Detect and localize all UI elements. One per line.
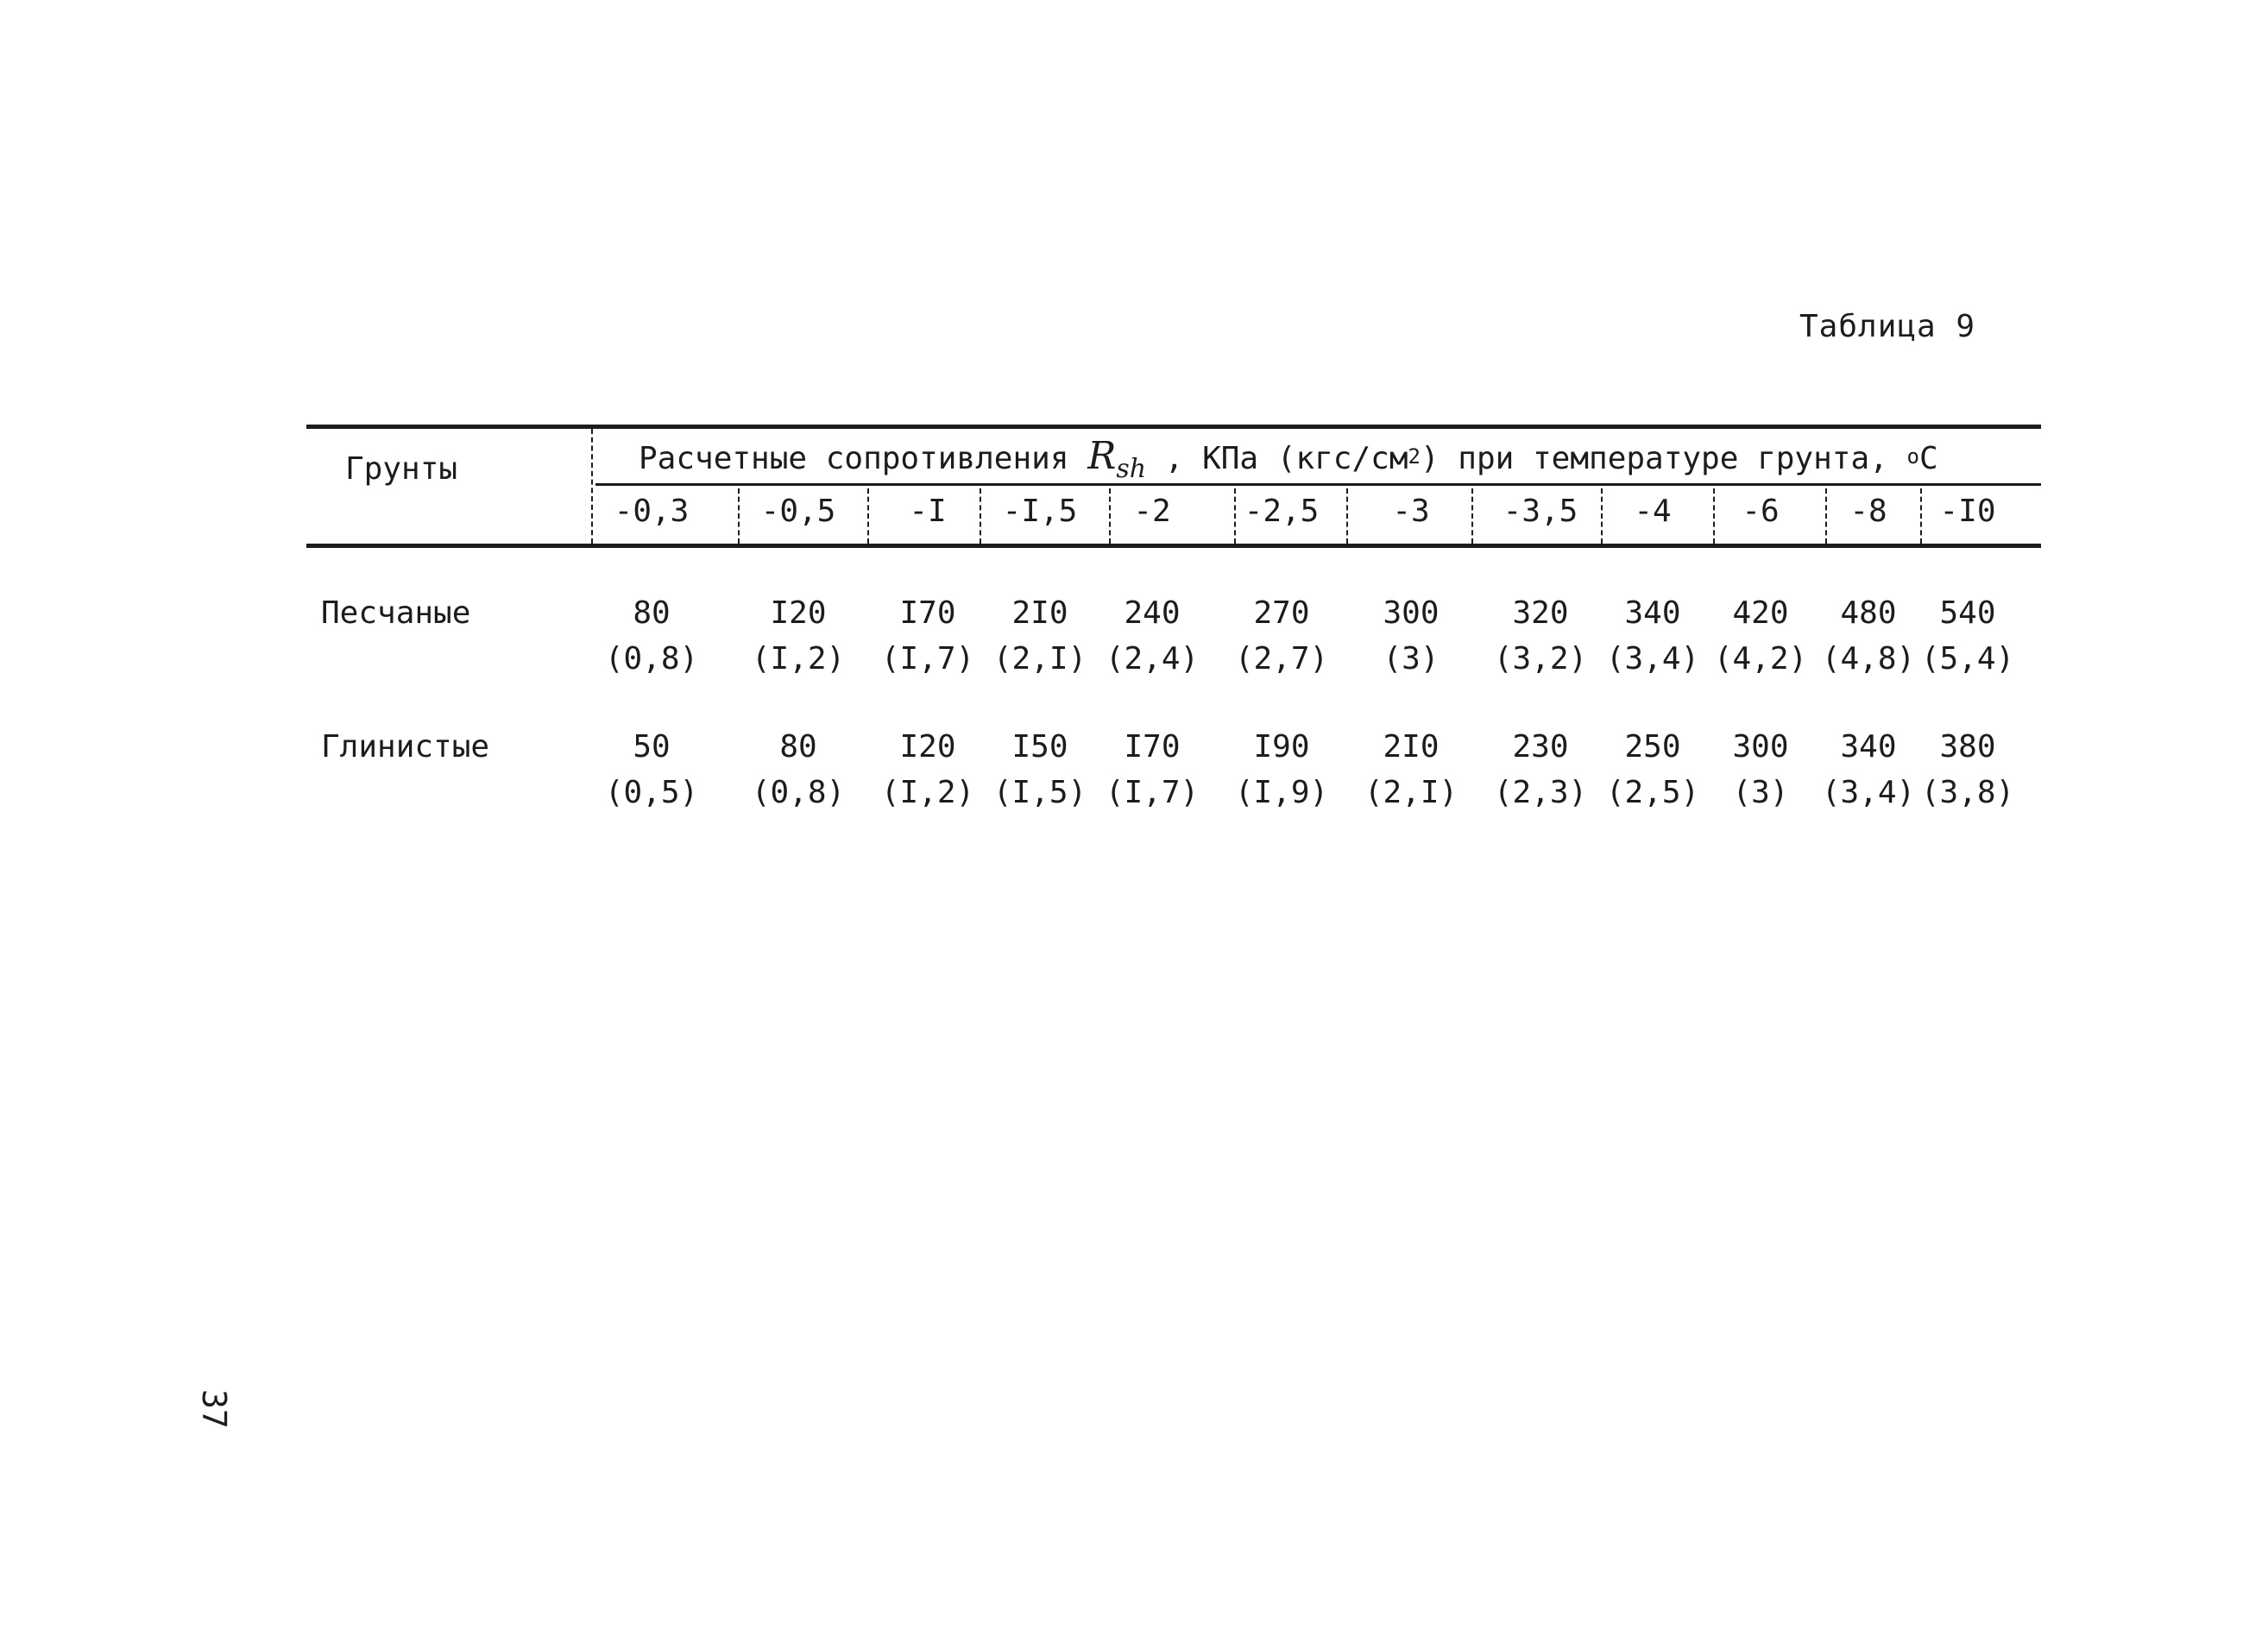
- resistance-kgf-cell: (I,9): [1234, 775, 1329, 810]
- resistance-kpa-cell: 250: [1624, 729, 1681, 765]
- column-separator: [980, 488, 981, 544]
- resistance-kpa-cell: I20: [899, 729, 956, 765]
- temperature-header: -8: [1849, 494, 1887, 529]
- temperature-header: -3,5: [1503, 494, 1578, 529]
- resistance-kgf-cell: (3,4): [1605, 641, 1700, 677]
- temperature-header: -3: [1392, 494, 1430, 529]
- resistance-kgf-cell: (0,8): [604, 641, 699, 677]
- resistance-kpa-cell: 340: [1840, 729, 1897, 765]
- resistance-header-prefix: Расчетные сопротивления: [639, 441, 1069, 476]
- units-part-b: ) при температуре грунта,: [1420, 441, 1888, 476]
- resistance-kgf-cell: (5,4): [1920, 641, 2015, 677]
- resistance-kgf-cell: (2,7): [1234, 641, 1329, 677]
- column-separator: [867, 488, 869, 544]
- units-superscript: 2: [1408, 444, 1421, 469]
- resistance-kgf-cell: (3,8): [1920, 775, 2015, 810]
- temperature-header: -I: [909, 494, 947, 529]
- temperature-header: -0,3: [614, 494, 690, 529]
- resistance-kpa-cell: 2I0: [1383, 729, 1440, 765]
- resistance-kgf-cell: (2,4): [1105, 641, 1200, 677]
- column-separator: [738, 488, 740, 544]
- temperature-header: -2,5: [1244, 494, 1320, 529]
- units-part-a: , КПа (кгс/см: [1164, 441, 1408, 476]
- resistance-kgf-cell: (3): [1732, 775, 1789, 810]
- resistance-kpa-cell: 50: [633, 729, 671, 765]
- resistance-kpa-cell: 540: [1939, 595, 1996, 631]
- r-subscript: sh: [1116, 454, 1147, 484]
- resistance-kpa-cell: 300: [1732, 729, 1789, 765]
- resistance-kpa-cell: I50: [1011, 729, 1068, 765]
- degree-symbol: o: [1906, 444, 1919, 469]
- temperature-header: -I0: [1939, 494, 1996, 529]
- r-symbol: R: [1087, 434, 1117, 478]
- resistance-kpa-cell: 80: [633, 595, 671, 631]
- resistance-kgf-cell: (3,4): [1821, 775, 1916, 810]
- resistance-kgf-cell: (I,2): [751, 641, 846, 677]
- resistance-kpa-cell: 340: [1624, 595, 1681, 631]
- resistance-kpa-cell: I20: [770, 595, 827, 631]
- table-caption: Таблица 9: [1799, 309, 1976, 344]
- resistance-kgf-cell: (3): [1383, 641, 1440, 677]
- resistance-kgf-cell: (0,8): [751, 775, 846, 810]
- resistance-kgf-cell: (2,I): [1364, 775, 1458, 810]
- temperature-header: -I,5: [1002, 494, 1078, 529]
- resistance-kpa-cell: 300: [1383, 595, 1440, 631]
- resistance-kgf-cell: (2,I): [992, 641, 1087, 677]
- table-header-bottom-rule: [306, 544, 2041, 548]
- resistance-kpa-cell: 380: [1939, 729, 1996, 765]
- resistance-kgf-cell: (2,5): [1605, 775, 1700, 810]
- resistance-kpa-cell: I70: [899, 595, 956, 631]
- resistance-kgf-cell: (4,8): [1821, 641, 1916, 677]
- resistance-kpa-cell: I70: [1124, 729, 1181, 765]
- resistance-kgf-cell: (0,5): [604, 775, 699, 810]
- column-separator: [1471, 488, 1473, 544]
- temperature-header: -0,5: [760, 494, 836, 529]
- resistance-kpa-cell: 480: [1840, 595, 1897, 631]
- column-separator: [591, 429, 593, 544]
- resistance-kgf-cell: (2,3): [1493, 775, 1588, 810]
- resistance-kpa-cell: 240: [1124, 595, 1181, 631]
- temperature-header: -4: [1634, 494, 1672, 529]
- resistance-kpa-cell: 420: [1732, 595, 1789, 631]
- column-separator: [1346, 488, 1348, 544]
- celsius-symbol: C: [1918, 441, 1938, 476]
- temperature-header: -2: [1133, 494, 1171, 529]
- page-number: 37: [195, 1389, 233, 1429]
- resistance-kpa-cell: 2I0: [1011, 595, 1068, 631]
- resistance-kpa-cell: I90: [1253, 729, 1310, 765]
- soil-column-header: Грунты: [345, 451, 458, 487]
- resistance-kgf-cell: (3,2): [1493, 641, 1588, 677]
- table-top-rule: [306, 425, 2041, 429]
- resistance-kgf-cell: (I,7): [880, 641, 975, 677]
- resistance-kpa-cell: 320: [1512, 595, 1569, 631]
- resistance-kgf-cell: (I,7): [1105, 775, 1200, 810]
- table-header-divider: [595, 483, 2041, 486]
- resistance-kgf-cell: (I,5): [992, 775, 1087, 810]
- resistance-kgf-cell: (I,2): [880, 775, 975, 810]
- resistance-kpa-cell: 80: [779, 729, 817, 765]
- temperature-header: -6: [1742, 494, 1780, 529]
- soil-type-label: Глинистые: [321, 729, 490, 765]
- soil-type-label: Песчаные: [321, 595, 471, 631]
- resistance-kgf-cell: (4,2): [1713, 641, 1808, 677]
- resistance-kpa-cell: 230: [1512, 729, 1569, 765]
- resistance-header: [639, 434, 1938, 484]
- resistance-kpa-cell: 270: [1253, 595, 1310, 631]
